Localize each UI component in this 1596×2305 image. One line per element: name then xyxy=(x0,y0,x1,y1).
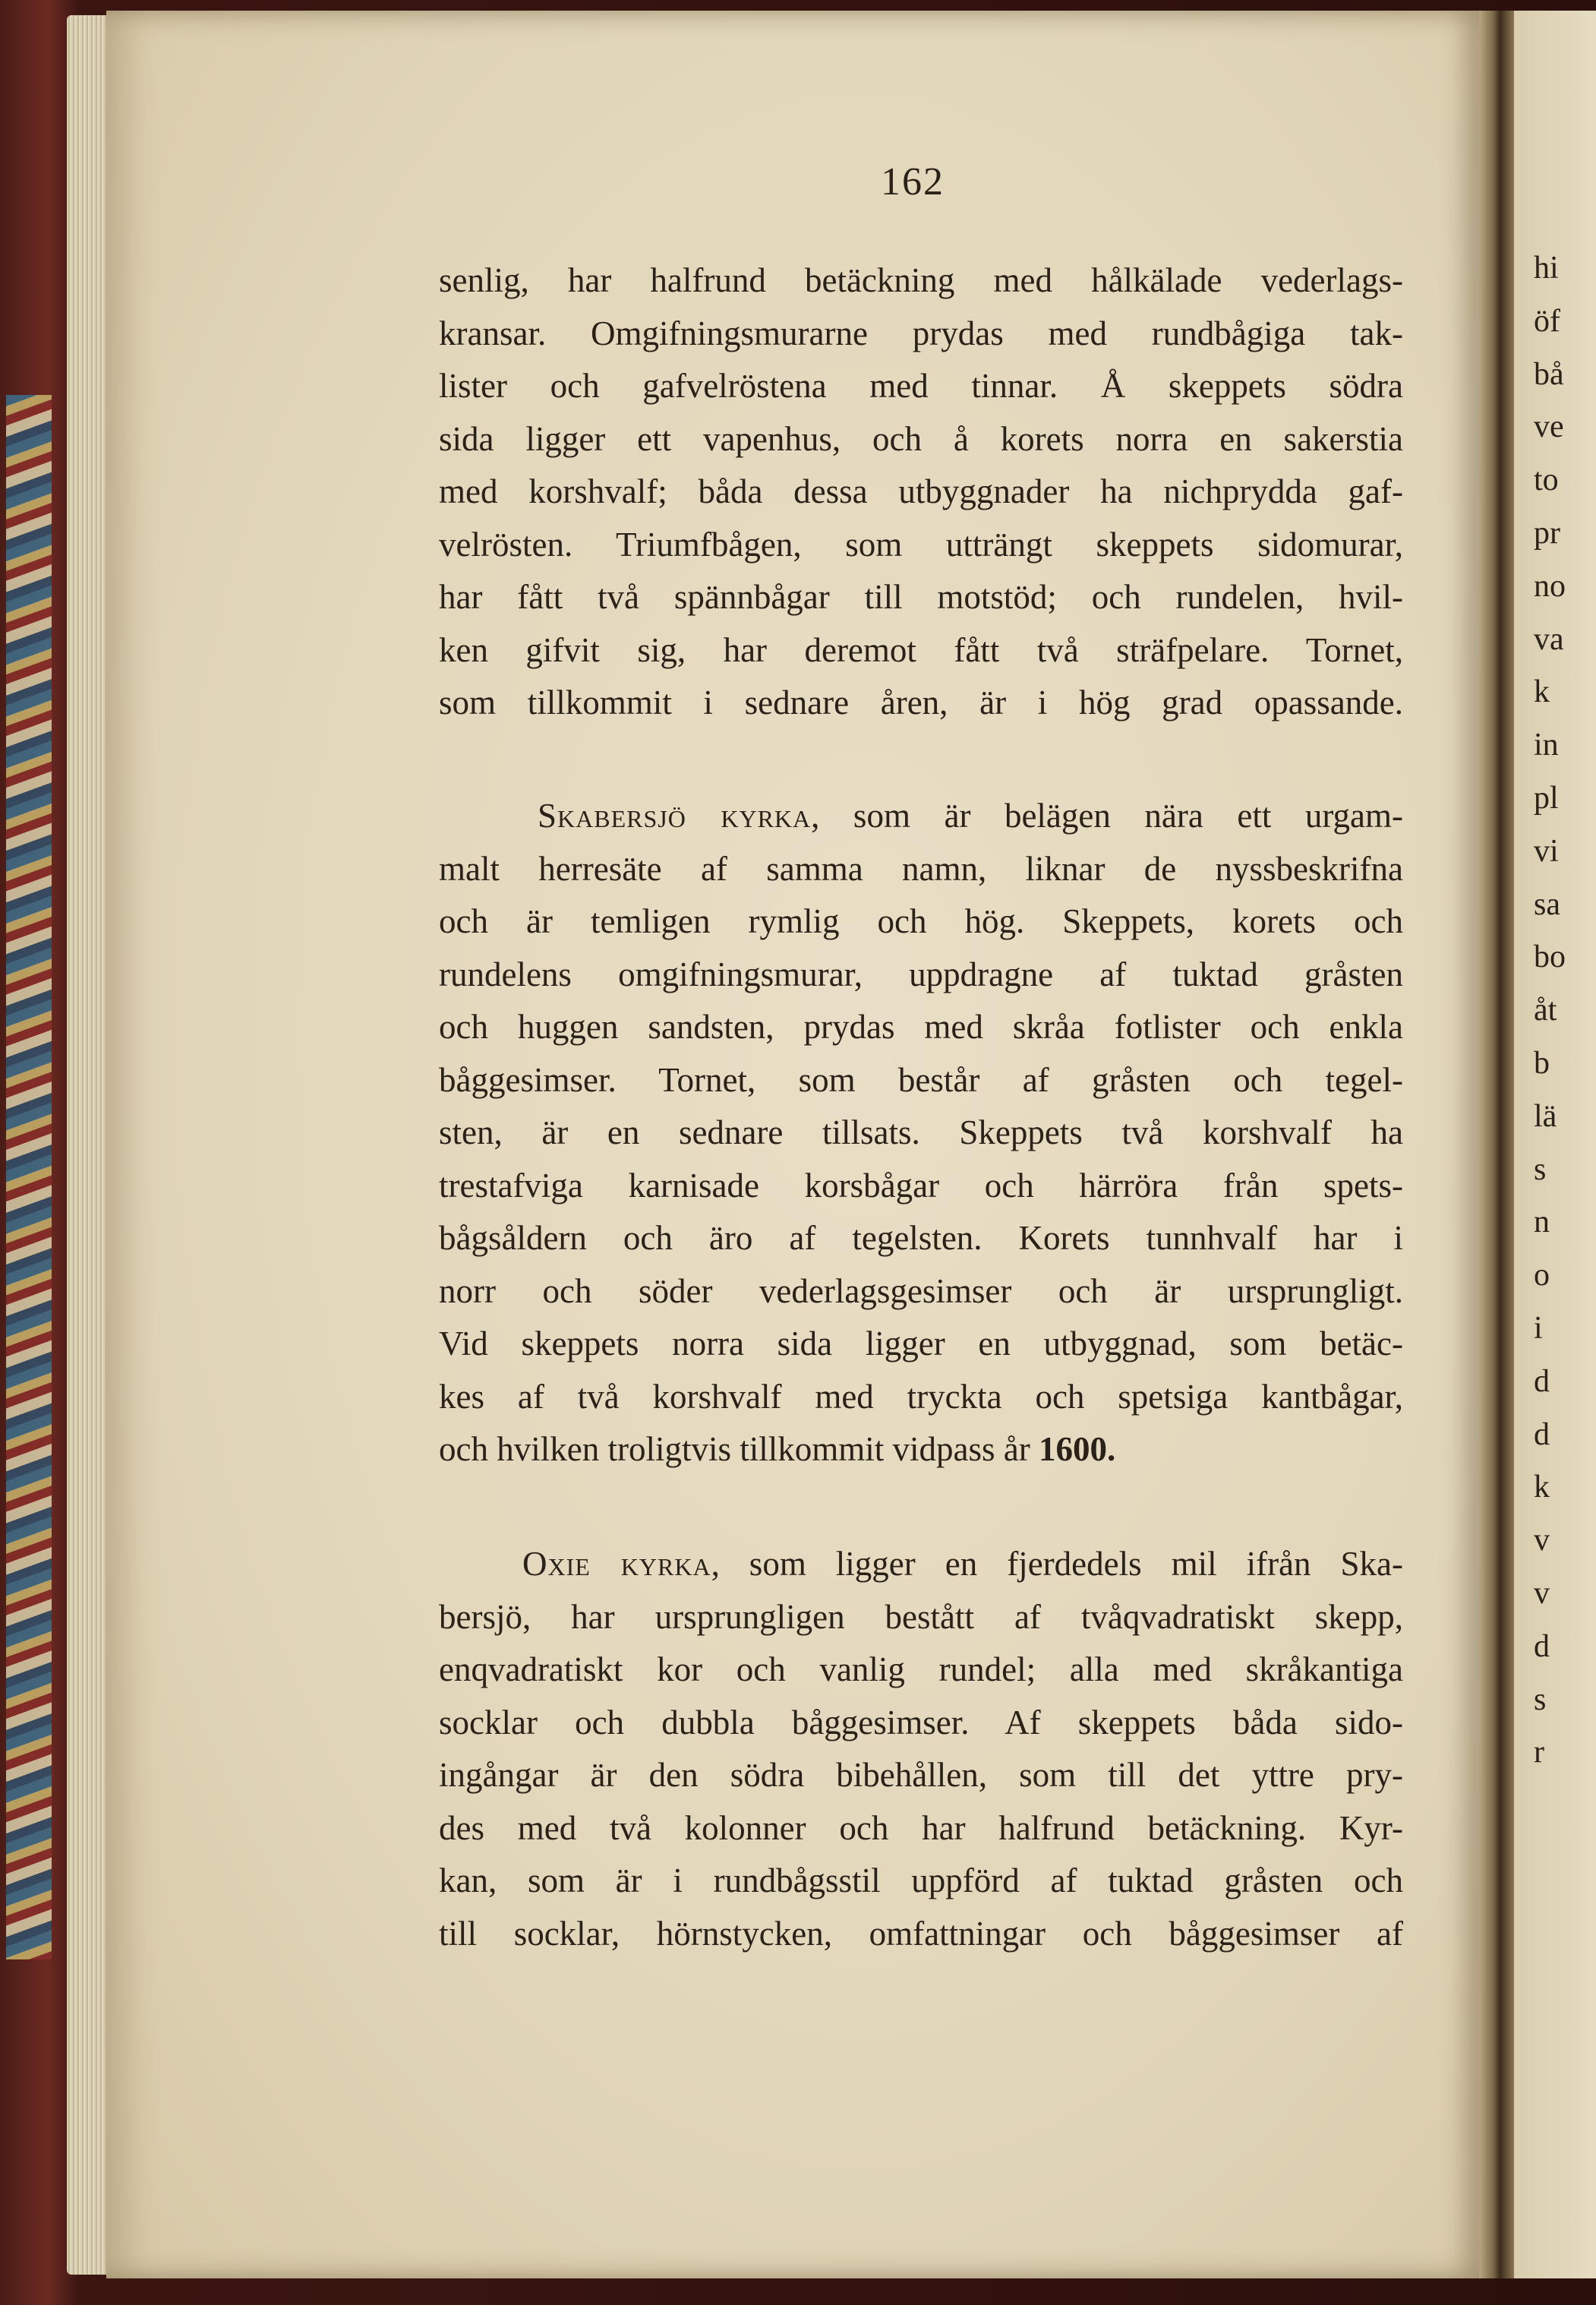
paragraph-3 xyxy=(439,1538,1403,1960)
text-fragment: , som är belägen nära ett urgam- xyxy=(811,797,1403,835)
text-line: malt herresäte af samma namn, liknar de nyssbeskrifna xyxy=(439,849,1403,888)
text-line: med korshvalf; båda dessa utbyggnader ha nichprydda gaf- xyxy=(439,472,1403,510)
text-line: som tillkommit i sednare åren, är i hög grad opassande. xyxy=(439,684,1403,721)
right-page-fragment: k xyxy=(1534,674,1550,710)
right-page-fragment: r xyxy=(1534,1735,1544,1770)
text-line: norr och söder vederlagsgesimser och är ursprungligt. xyxy=(439,1271,1403,1310)
text-line: och huggen sandsten, prydas med skråa fotlister och enkla xyxy=(439,1008,1403,1046)
right-page-fragment: to xyxy=(1534,463,1559,498)
right-page-fragment: o xyxy=(1534,1258,1550,1293)
text-line: kan, som är i rundbågsstil uppförd af tuktad gråsten och xyxy=(439,1861,1403,1899)
text-fragment: och hvilken troligtvis tillkommit vidpass år xyxy=(439,1430,1030,1468)
text-line: ingångar är den södra bibehållen, som till det yttre pry- xyxy=(439,1756,1403,1794)
text-line: Vid skeppets norra sida ligger en utbyggnad, som betäc- xyxy=(439,1325,1403,1362)
text-line: kransar. Omgifningsmurarne prydas med rundbågiga tak- xyxy=(439,314,1403,352)
text-line: socklar och dubbla båggesimser. Af skeppets båda sido- xyxy=(439,1703,1403,1741)
page-number: 162 xyxy=(881,160,945,204)
year: 1600. xyxy=(1038,1430,1116,1468)
right-page-fragment: vi xyxy=(1534,833,1559,869)
right-page-fragment: no xyxy=(1534,568,1566,604)
right-page-fragment: pl xyxy=(1534,781,1559,816)
right-page-fragment: va xyxy=(1534,621,1564,657)
church-name: Oxie kyrka xyxy=(522,1545,711,1583)
right-page-fragment: in xyxy=(1534,728,1559,763)
text-line: sten, är en sednare tillsats. Skeppets två korshvalf ha xyxy=(439,1113,1403,1151)
right-page-fragment: d xyxy=(1534,1416,1550,1452)
right-page-fragment: bo xyxy=(1534,939,1566,975)
text-line: ken gifvit sig, har deremot fått två sträfpelare. Tornet, xyxy=(439,630,1403,669)
right-page-fragment: n xyxy=(1534,1205,1550,1240)
text-line: har fått två spännbågar till motstöd; och rundelen, hvil- xyxy=(439,578,1403,616)
right-page-fragment: b xyxy=(1534,1046,1550,1081)
right-page-fragment: d xyxy=(1534,1363,1550,1399)
text-line: bersjö, har ursprungligen bestått af tvåqvadratiskt skepp, xyxy=(439,1597,1403,1636)
right-page-fragment: hi xyxy=(1534,251,1559,286)
right-page-fragment: k xyxy=(1534,1470,1550,1505)
marbled-endpaper xyxy=(6,395,52,1959)
text-line: bågsåldern och äro af tegelsten. Korets tunnhvalf har i xyxy=(439,1219,1403,1257)
text-line: lister och gafvelröstena med tinnar. Å skeppets södra xyxy=(439,367,1403,405)
text-line: trestafviga karnisade korsbågar och härröra från spets- xyxy=(439,1166,1403,1205)
text-line: båggesimser. Tornet, som består af gråsten och tegel- xyxy=(439,1060,1403,1099)
text-line: senlig, har halfrund betäckning med hålkälade vederlags- xyxy=(439,261,1403,299)
right-page-sliver xyxy=(1514,11,1596,2278)
text-line: kes af två korshvalf med tryckta och spetsiga kantbågar, xyxy=(439,1377,1403,1416)
text-line xyxy=(439,1538,1403,1591)
right-page-fragment: s xyxy=(1534,1151,1547,1187)
right-page-fragment: åt xyxy=(1534,993,1557,1028)
text-line: och är temligen rymlig och hög. Skeppets, korets och xyxy=(439,902,1403,940)
right-page-fragment: s xyxy=(1534,1681,1547,1717)
church-name: Skabersjö kyrka xyxy=(538,797,812,835)
text-line: sida ligger ett vapenhus, och å korets norra en sakerstia xyxy=(439,419,1403,458)
right-page-fragment: i xyxy=(1534,1311,1543,1346)
right-page-fragment: bå xyxy=(1534,356,1564,392)
right-page-fragment: d xyxy=(1534,1628,1550,1664)
right-page-fragment: v xyxy=(1534,1523,1550,1558)
text-line: des med två kolonner och har halfrund betäckning. Kyr- xyxy=(439,1808,1403,1847)
text-line xyxy=(439,1423,1403,1476)
right-page-fragment: pr xyxy=(1534,516,1560,551)
text-fragment: , som ligger en fjerdedels mil ifrån Ska- xyxy=(711,1545,1403,1583)
text-line: velrösten. Triumfbågen, som utträngt skeppets sidomurar, xyxy=(439,525,1403,564)
right-page-fragment: ve xyxy=(1534,409,1564,445)
paragraph-1 xyxy=(439,254,1403,730)
paragraph-2 xyxy=(439,790,1403,1476)
right-page-fragment: v xyxy=(1534,1576,1550,1611)
right-page-fragment: lä xyxy=(1534,1098,1557,1134)
right-page-fragment: sa xyxy=(1534,886,1560,922)
text-line xyxy=(439,790,1403,843)
text-line: enqvadratiskt kor och vanlig rundel; alla med skråkantiga xyxy=(439,1650,1403,1688)
text-line: till socklar, hörnstycken, omfattningar och båggesimser af xyxy=(439,1914,1403,1953)
right-page-fragment: öf xyxy=(1534,303,1560,339)
text-line: rundelens omgifningsmurar, uppdragne af tuktad gråsten xyxy=(439,955,1403,993)
book-gutter xyxy=(1479,11,1514,2278)
